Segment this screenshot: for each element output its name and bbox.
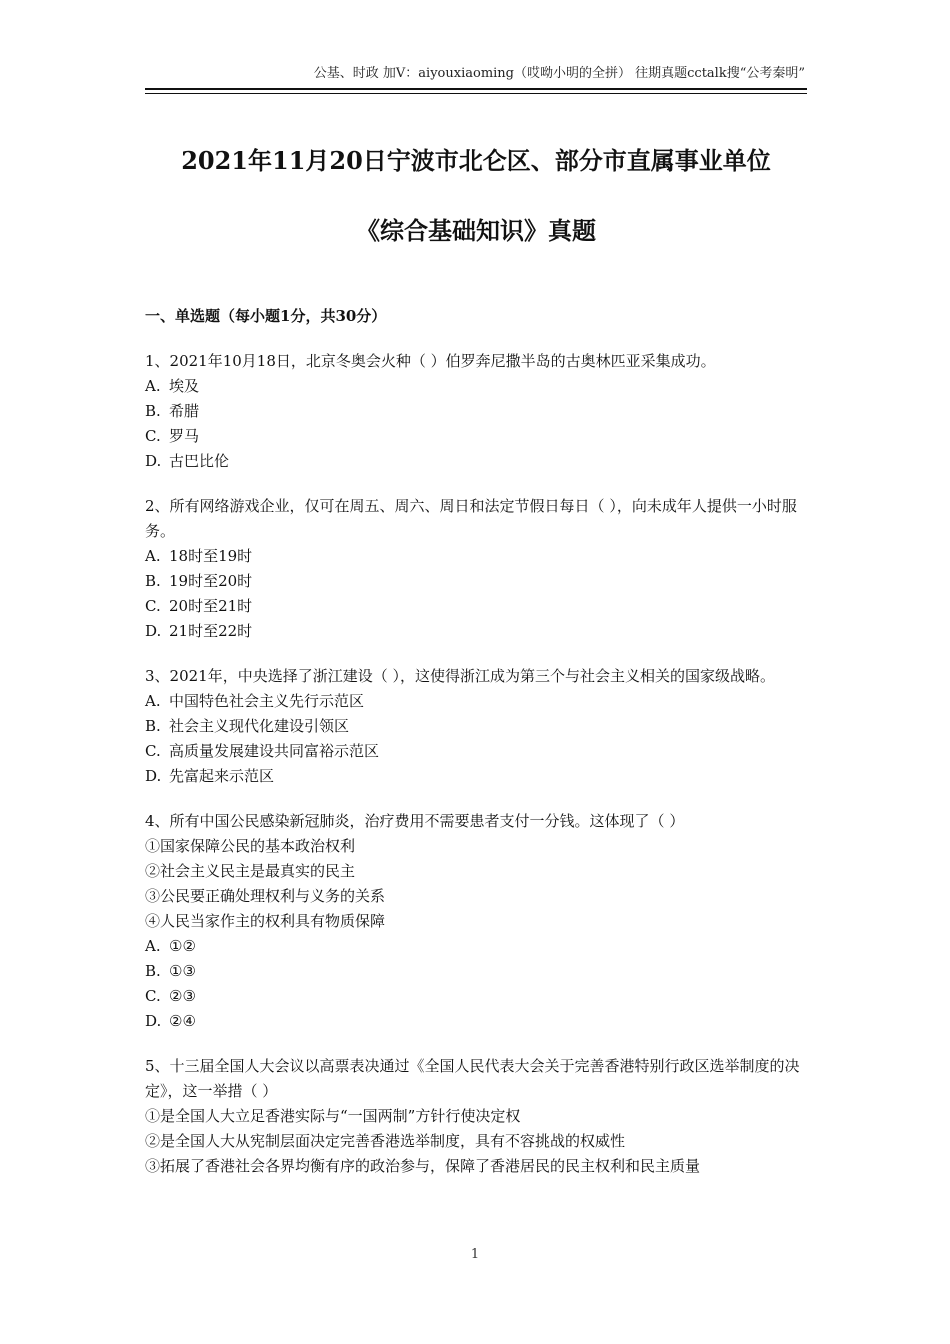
document-title-line1: 2021年11月20日宁波市北仑区、部分市直属事业单位 [181,146,771,175]
answer-option [145,594,807,619]
answer-option [145,764,807,789]
answer-option [145,449,807,474]
answer-option [145,619,807,644]
option-letter: C. [145,427,161,445]
question-block [145,349,807,474]
option-text: 社会主义现代化建设引领区 [169,717,350,735]
option-text: 埃及 [169,377,200,395]
section-heading: 一、单选题（每小题1分，共30分） [145,307,387,325]
option-letter: C. [145,742,161,760]
answer-option [145,739,807,764]
answer-option [145,374,807,399]
option-letter: B. [145,402,161,420]
question-statement: ③拓展了香港社会各界均衡有序的政治参与，保障了香港居民的民主权利和民主质量 [145,1157,701,1175]
answer-option [145,424,807,449]
question-stem: 2、所有网络游戏企业，仅可在周五、周六、周日和法定节假日每日（ ），向未成年人提供一小时服务。 [145,497,797,540]
option-letter: D. [145,1012,162,1030]
option-letter: D. [145,452,162,470]
question-block [145,809,807,1034]
question-stem: 5、十三届全国人大会议以高票表决通过《全国人民代表大会关于完善香港特别行政区选举制度的决定》，这一举措（ ） [145,1057,800,1100]
option-letter: B. [145,572,161,590]
question-statement: ②是全国人大从宪制层面决定完善香港选举制度，具有不容挑战的权威性 [145,1132,626,1150]
question-statement: ①是全国人大立足香港实际与“一国两制”方针行使决定权 [145,1107,521,1125]
answer-option [145,934,807,959]
option-text: 20时至21时 [169,597,253,615]
question-list [145,349,807,1179]
question-statement: ①国家保障公民的基本政治权利 [145,837,356,855]
option-letter: B. [145,717,161,735]
header-rule-thick [145,88,807,90]
page-header: 公基、时政 加V：aiyouxiaoming（哎呦小明的全拼） 往期真题cctalk搜“公考秦明” [313,66,805,81]
question-block [145,494,807,644]
document-title-line2: 《综合基础知识》真题 [356,216,596,245]
option-letter: A. [145,937,161,955]
option-letter: D. [145,767,162,785]
option-letter: A. [145,377,161,395]
question-block [145,664,807,789]
option-text: 21时至22时 [169,622,253,640]
answer-option [145,689,807,714]
option-text: ①③ [169,962,196,980]
question-statement: ④人民当家作主的权利具有物质保障 [145,912,386,930]
question-statement: ②社会主义民主是最真实的民主 [145,862,356,880]
question-block [145,1054,807,1179]
option-text: ②④ [169,1012,196,1030]
option-text: 高质量发展建设共同富裕示范区 [169,742,380,760]
option-text: 先富起来示范区 [169,767,275,785]
option-text: 19时至20时 [169,572,253,590]
question-stem: 1、2021年10月18日，北京冬奥会火种（ ）伯罗奔尼撒半岛的古奥林匹亚采集成功。 [145,352,716,370]
option-letter: C. [145,597,161,615]
option-letter: A. [145,547,161,565]
question-statement: ③公民要正确处理权利与义务的关系 [145,887,386,905]
option-letter: C. [145,987,161,1005]
option-text: 中国特色社会主义先行示范区 [169,692,365,710]
option-text: ②③ [169,987,196,1005]
answer-option [145,959,807,984]
answer-option [145,544,807,569]
option-text: 罗马 [169,427,200,445]
option-letter: A. [145,692,161,710]
option-text: 古巴比伦 [169,452,230,470]
option-letter: D. [145,622,162,640]
option-text: ①② [169,937,196,955]
answer-option [145,714,807,739]
answer-option [145,569,807,594]
question-stem: 4、所有中国公民感染新冠肺炎，治疗费用不需要患者支付一分钱。这体现了（ ） [145,812,685,830]
answer-option [145,399,807,424]
option-text: 18时至19时 [169,547,253,565]
document-body [145,304,807,1199]
option-text: 希腊 [169,402,200,420]
answer-option [145,1009,807,1034]
page-number: 1 [470,1247,480,1262]
option-letter: B. [145,962,161,980]
answer-option [145,984,807,1009]
question-stem: 3、2021年，中央选择了浙江建设（ ），这使得浙江成为第三个与社会主义相关的国家级战略。 [145,667,775,685]
header-rule-thin [145,93,807,94]
